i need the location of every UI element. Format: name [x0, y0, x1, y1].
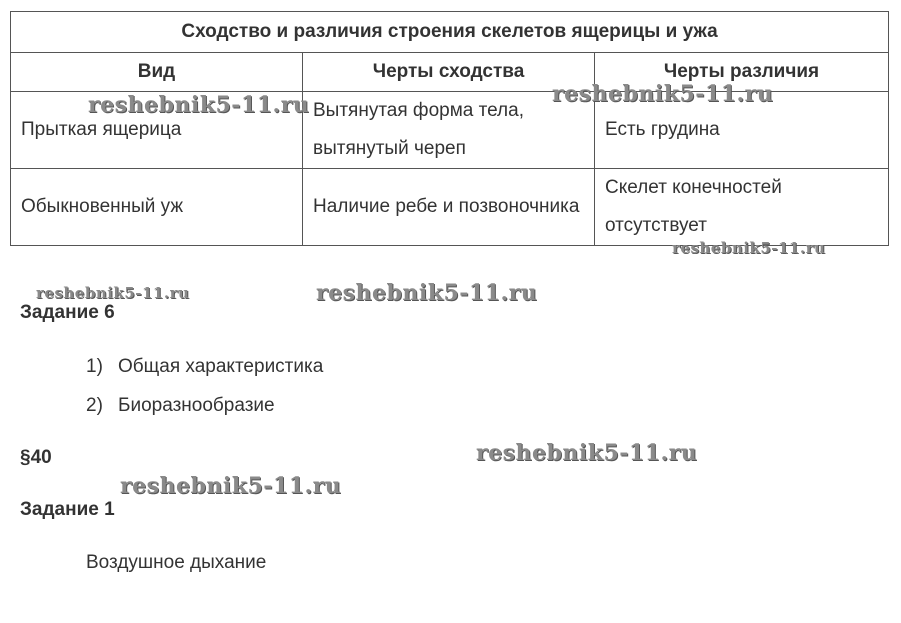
- watermark: reshebnik5-11.ru: [476, 440, 698, 466]
- table-cell: Скелет конечностей отсутствует: [595, 169, 889, 246]
- table-cell: Наличие ребе и позвоночника: [303, 169, 595, 246]
- list-item: [86, 395, 323, 434]
- list-item: [86, 356, 323, 395]
- task-1-heading: Задание 1: [20, 499, 115, 520]
- table-cell: Прыткая ящерица: [11, 92, 303, 169]
- list-item-text: Биоразнообразие: [118, 395, 275, 416]
- table-row: [11, 169, 889, 246]
- column-header-differences: Черты различия: [595, 53, 889, 92]
- watermark: reshebnik5-11.ru: [88, 92, 310, 118]
- watermark: reshebnik5-11.ru: [672, 239, 826, 257]
- watermark: reshebnik5-11.ru: [36, 284, 190, 302]
- task-6-heading: Задание 6: [20, 302, 115, 323]
- column-header-species: Вид: [11, 53, 303, 92]
- watermark: reshebnik5-11.ru: [552, 81, 774, 107]
- watermark: reshebnik5-11.ru: [120, 473, 342, 499]
- table-cell: Есть грудина: [595, 92, 889, 169]
- task-1-answer: Воздушное дыхание: [86, 552, 267, 573]
- watermark: reshebnik5-11.ru: [316, 280, 538, 306]
- list-item-number: 1): [86, 356, 103, 377]
- list-item-number: 2): [86, 395, 103, 416]
- section-number: §40: [20, 447, 52, 468]
- column-header-similarities: Черты сходства: [303, 53, 595, 92]
- table-cell: Обыкновенный уж: [11, 169, 303, 246]
- list-item-text: Общая характеристика: [118, 356, 324, 377]
- table-cell: Вытянутая форма тела, вытянутый череп: [303, 92, 595, 169]
- skeleton-comparison-table: [10, 11, 889, 246]
- table-title: Сходство и различия строения скелетов ящерицы и ужа: [11, 12, 889, 53]
- task-6-list: [86, 356, 323, 434]
